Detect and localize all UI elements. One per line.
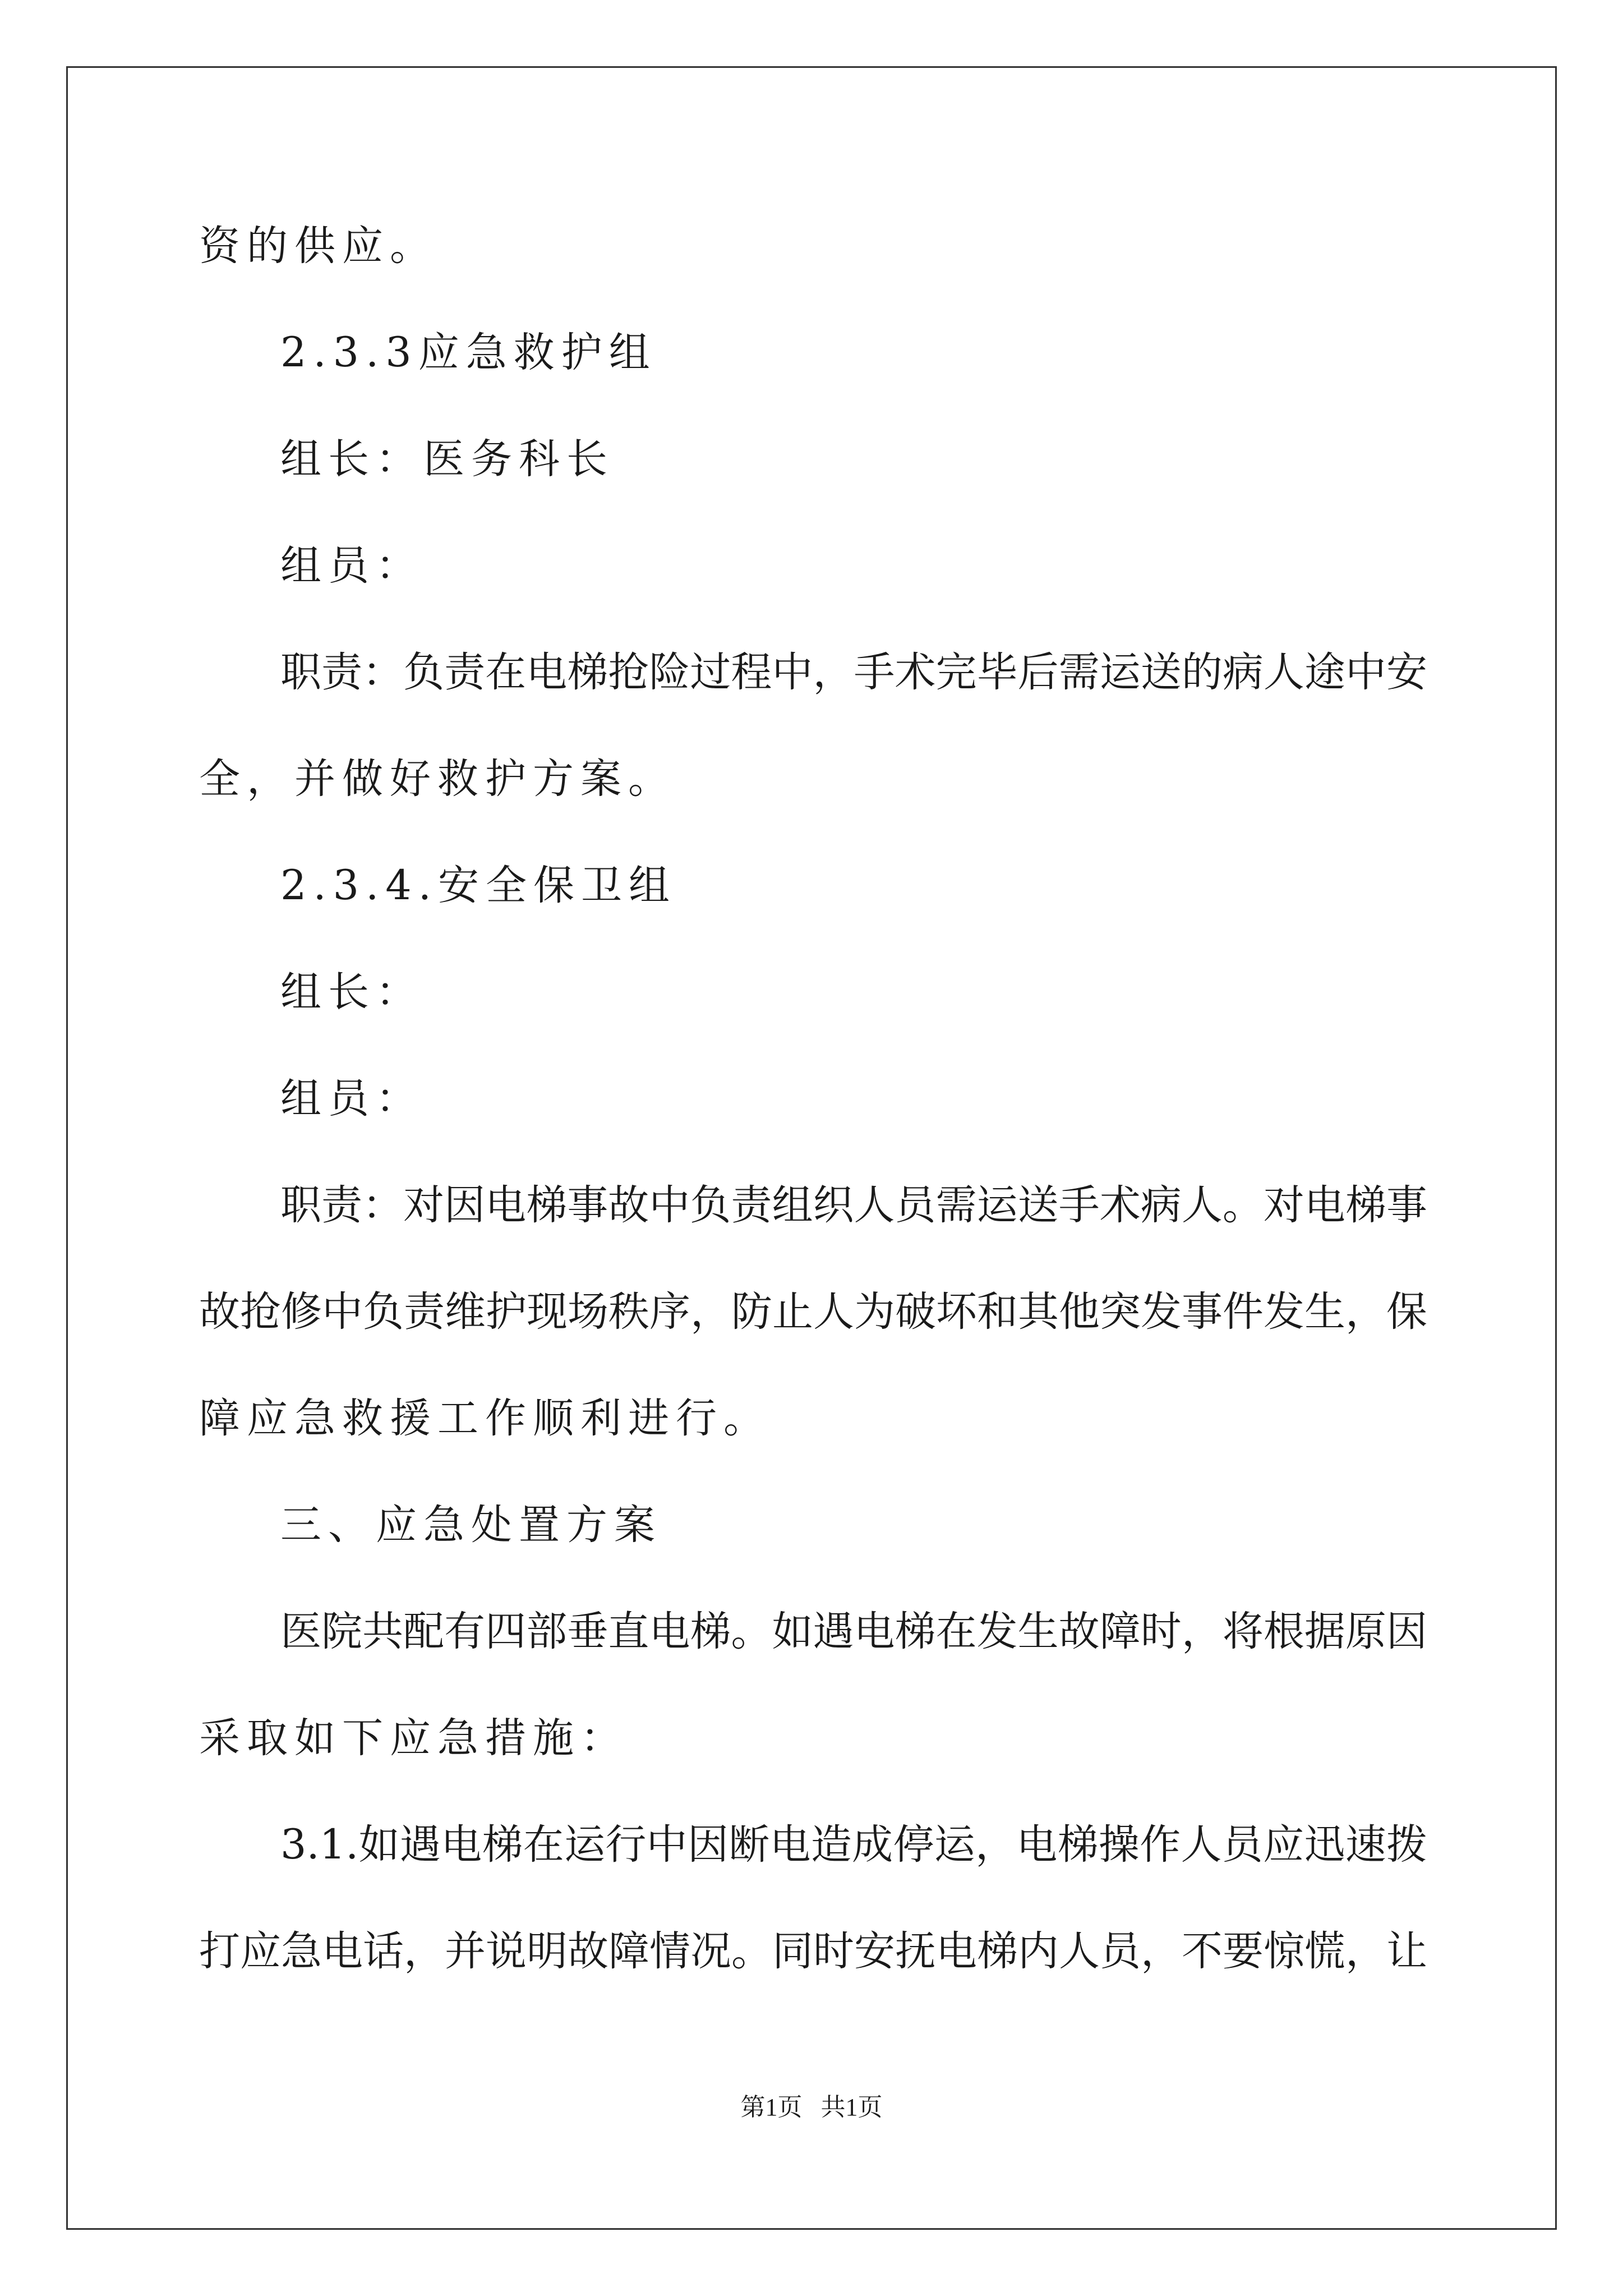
paragraph-line: 故抢修中负责维护现场秩序，防止人为破坏和其他突发事件发生，保 xyxy=(199,1288,1427,1336)
page-border xyxy=(66,66,1557,2230)
paragraph-line: 打应急电话，并说明故障情况。同时安抚电梯内人员，不要惊慌，让 xyxy=(199,1927,1427,1975)
paragraph-line: 职责：对因电梯事故中负责组织人员需运送手术病人。对电梯事 xyxy=(280,1181,1427,1229)
paragraph-line: 组长：医务科长 xyxy=(280,435,614,483)
paragraph-line: 组员： xyxy=(280,1075,423,1122)
paragraph-line: 障应急救援工作顺利进行。 xyxy=(199,1395,771,1442)
section-heading: 2.3.3应急救护组 xyxy=(280,329,657,376)
section-heading: 三、应急处置方案 xyxy=(280,1501,662,1549)
paragraph-line: 职责：负责在电梯抢险过程中，手术完毕后需运送的病人途中安 xyxy=(280,648,1427,696)
paragraph-line: 医院共配有四部垂直电梯。如遇电梯在发生故障时，将根据原因 xyxy=(280,1608,1427,1655)
page-number-footer: 第1页 共1页 xyxy=(740,2093,883,2121)
paragraph-line: 组长： xyxy=(280,968,423,1016)
paragraph-line: 全，并做好救护方案。 xyxy=(199,755,676,803)
paragraph-line: 采取如下应急措施： xyxy=(199,1714,628,1762)
section-heading: 2.3.4.安全保卫组 xyxy=(280,862,676,909)
paragraph-line: 3.1.如遇电梯在运行中因断电造成停运，电梯操作人员应迅速拨 xyxy=(280,1821,1427,1869)
paragraph-line: 资的供应。 xyxy=(199,222,437,270)
paragraph-line: 组员： xyxy=(280,542,423,590)
